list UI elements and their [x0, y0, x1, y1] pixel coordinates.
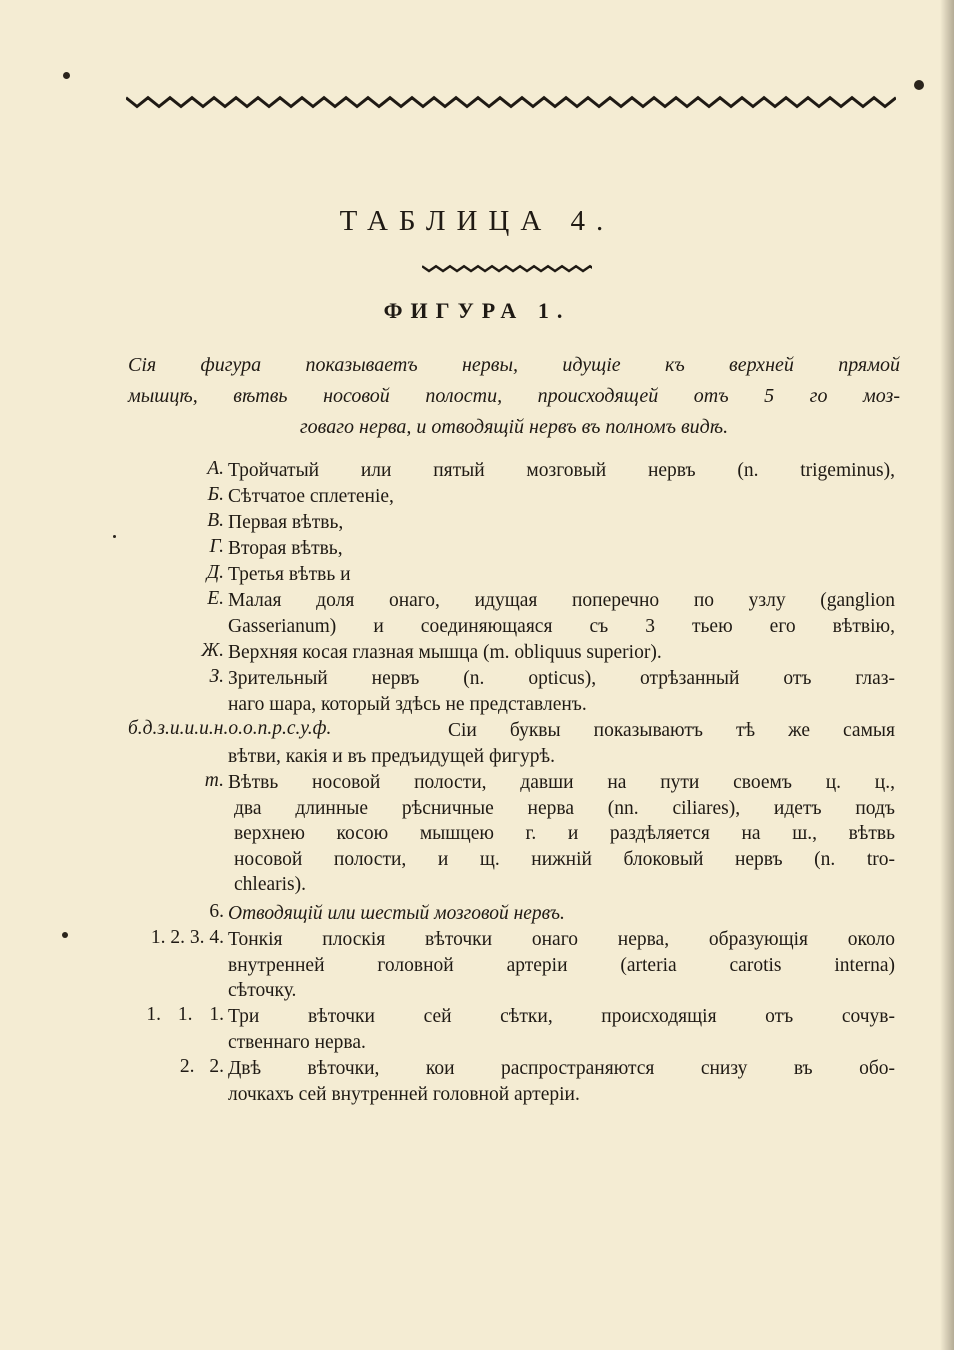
- second-marker: [914, 80, 924, 90]
- legend-text: [448, 718, 895, 744]
- legend-text: [228, 770, 895, 898]
- legend-key: Д.: [206, 562, 224, 583]
- legend-line: Вѣтвь носовой полости, давши на пути своемъ ц. ц.,: [228, 772, 895, 793]
- legend-key: А.: [207, 458, 224, 479]
- legend-key: б.д.з.и.и.и.н.о.о.п.р.с.у.ф.: [128, 718, 332, 739]
- legend-text: [228, 666, 895, 717]
- legend-key: Г.: [209, 536, 224, 557]
- print-speck: [63, 72, 70, 79]
- legend-line: два длинные рѣсничные нерва (nn. ciliares), идетъ подъ: [234, 797, 895, 819]
- figure-description: [128, 350, 900, 443]
- legend-key: 2. 2.: [179, 1056, 224, 1077]
- legend-text: [228, 484, 895, 510]
- legend-line: ственнаго нерва.: [228, 1031, 366, 1053]
- print-speck: [113, 535, 116, 538]
- legend-line: Тройчатый или пятый мозговый нервъ (n. trigeminus),: [228, 460, 895, 481]
- legend-key: 6.: [209, 901, 224, 922]
- legend-text: [228, 640, 895, 666]
- legend-text: [228, 1056, 895, 1107]
- legend-key: В.: [207, 510, 224, 531]
- legend-key: Е.: [207, 588, 224, 609]
- legend-key: т.: [204, 770, 224, 791]
- legend-key: 1. 2. 3. 4.: [150, 927, 224, 948]
- legend-line: наго шара, который здѣсь не представленъ.: [228, 693, 587, 715]
- legend-line: Верхняя косая глазная мышца (m. obliquus superior).: [228, 642, 662, 663]
- legend-line: Отводящій или шестый мозговой нервъ.: [228, 903, 565, 924]
- legend-line: носовой полости, и щ. нижній блоковый нервъ (n. tro-: [234, 848, 895, 870]
- legend-key: 1. 1. 1.: [146, 1004, 224, 1025]
- legend-line: сѣточку.: [228, 980, 297, 1001]
- legend-key: З.: [209, 666, 224, 687]
- title-ornamental-rule: [422, 262, 592, 274]
- table-title: ТАБЛИЦА 4.: [339, 205, 615, 237]
- legend-text: [228, 927, 895, 1004]
- page-edge-shadow: [940, 0, 954, 1350]
- legend-text: [228, 562, 895, 588]
- legend-line: Вторая вѣтвь,: [228, 538, 343, 559]
- legend-line: Сѣтчатое сплетеніе,: [228, 486, 394, 507]
- legend-key: Ж.: [201, 640, 224, 661]
- legend-line: Сіи буквы показываютъ тѣ же самыя: [448, 720, 895, 741]
- legend-line: Первая вѣтвь,: [228, 512, 344, 533]
- legend-line: верхнею косою мышцею г. и раздѣляется на ш., вѣтвь: [234, 823, 895, 844]
- legend-key: Б.: [207, 484, 224, 505]
- legend-line: Тонкія плоскія вѣточки онаго нерва, образующія около: [228, 929, 895, 950]
- legend-line: Малая доля онаго, идущая поперечно по узлу (ganglion: [228, 590, 895, 611]
- print-speck: [62, 932, 68, 938]
- legend-line: внутренней головной артеріи (arteria carotis interna): [228, 954, 895, 976]
- legend-line: Двѣ вѣточки, кои распространяются снизу въ обо-: [228, 1058, 895, 1079]
- intro-line: говаго нерва, и отводящій нервъ въ полномъ видѣ.: [299, 416, 729, 438]
- top-ornamental-rule: [126, 90, 896, 112]
- legend-line: лочкахъ сей внутренней головной артеріи.: [228, 1083, 580, 1105]
- legend-line: Зрительный нервъ (n. opticus), отрѣзанный отъ глаз-: [228, 668, 895, 689]
- legend-line: Третья вѣтвь и: [228, 564, 351, 585]
- legend-text: [228, 1004, 895, 1055]
- intro-line: мышцѣ, вѣтвь носовой полости, происходящей отъ 5 го моз-: [128, 385, 900, 407]
- legend-text: [228, 458, 895, 484]
- legend-text-continued: [228, 744, 895, 770]
- legend-line: Gasserianum) и соединяющаяся съ 3 тьею его вѣтвію,: [228, 615, 895, 637]
- intro-line: Сія фигура показываетъ нервы, идущіе къ верхней прямой: [128, 354, 900, 376]
- legend-line: вѣтви, какія и въ предъидущей фигурѣ.: [228, 746, 555, 767]
- legend-text: [228, 510, 895, 536]
- legend-text: [228, 588, 895, 639]
- legend-text: [228, 901, 895, 927]
- legend-text: [228, 536, 895, 562]
- legend-line: Три вѣточки сей сѣтки, происходящія отъ сочув-: [228, 1006, 895, 1027]
- figure-heading: ФИГУРА 1.: [383, 298, 571, 323]
- legend-line: chlearis).: [234, 874, 307, 895]
